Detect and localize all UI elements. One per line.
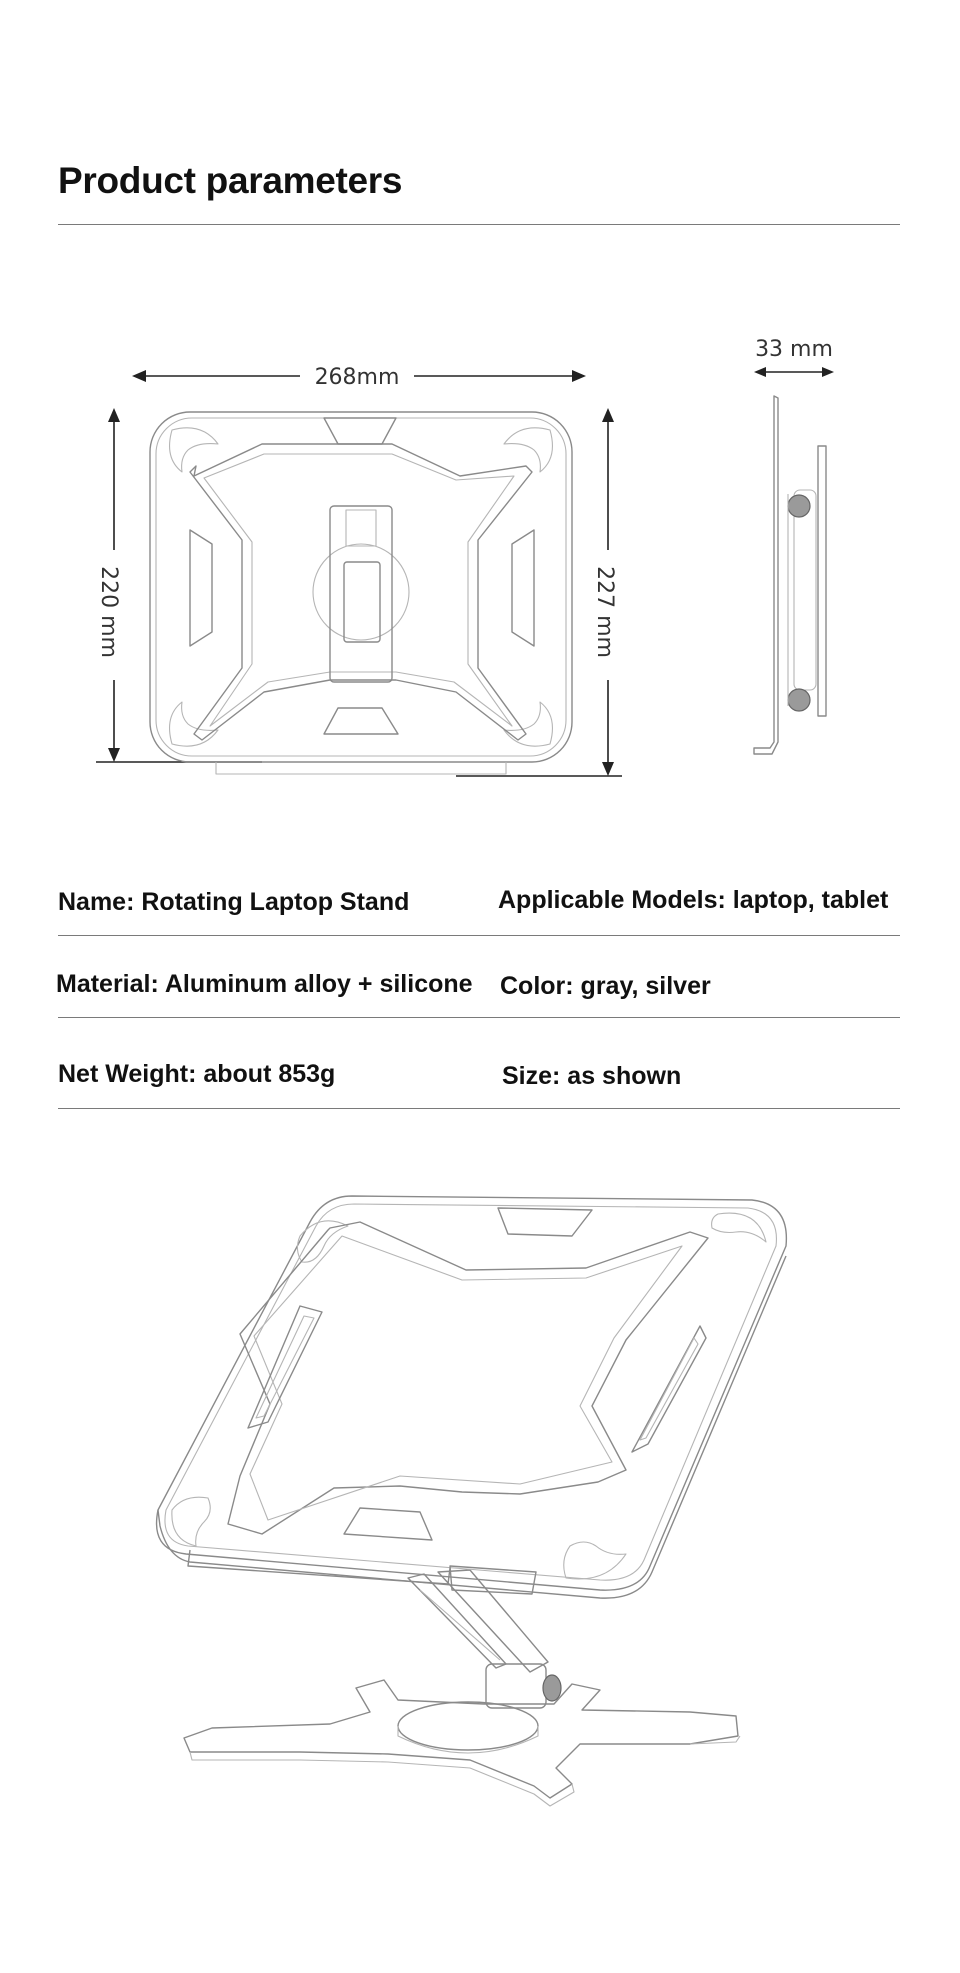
spec-color: Color: gray, silver (500, 972, 711, 1000)
page-title: Product parameters (58, 160, 403, 201)
spec-net-weight: Net Weight: about 853g (58, 1060, 336, 1088)
spec-applicable-models: Applicable Models: laptop, tablet (498, 886, 889, 914)
left-height-dimension-label: 220 mm (96, 566, 121, 658)
depth-dimension-label: 33 mm (755, 337, 833, 362)
spec-size: Size: as shown (502, 1062, 682, 1090)
right-height-dimension-label: 227 mm (592, 566, 617, 658)
spec-material: Material: Aluminum alloy + silicone (56, 970, 473, 998)
spec-name: Name: Rotating Laptop Stand (58, 888, 410, 916)
width-dimension-label: 268mm (314, 365, 400, 390)
